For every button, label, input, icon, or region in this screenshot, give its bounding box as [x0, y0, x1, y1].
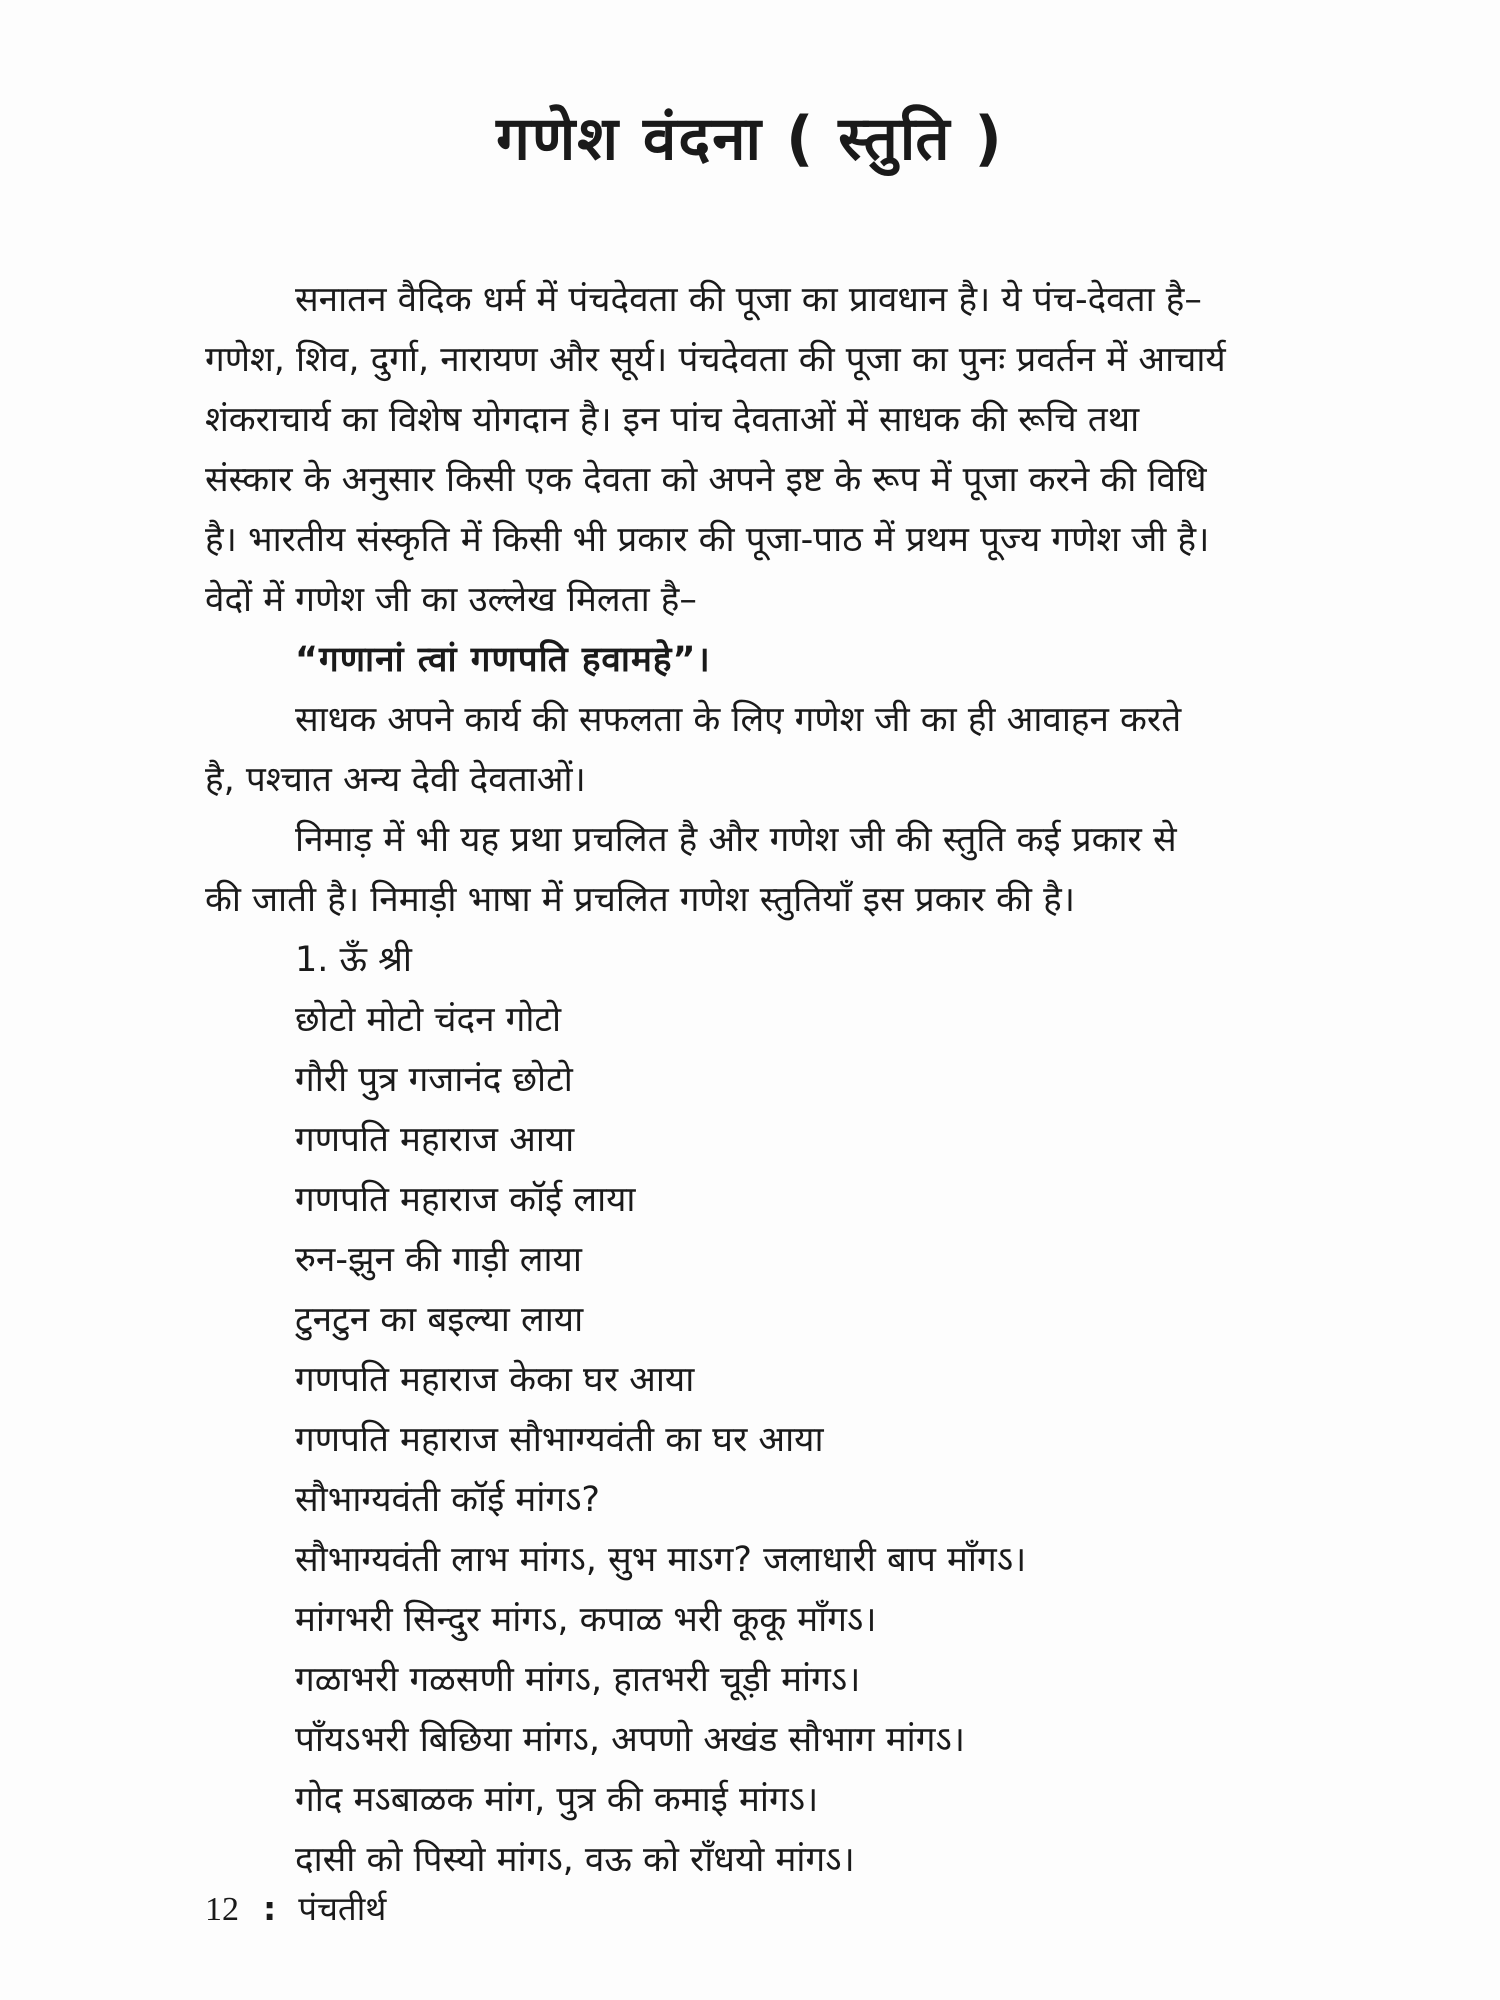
para3-line-1: निमाड़ में भी यह प्रथा प्रचलित है और गणेश जी की स्तुति कई प्रकार से [295, 820, 1177, 860]
book-title: पंचतीर्थ [298, 1889, 387, 1928]
para2-line-2: है, पश्चात अन्य देवी देवताओं। [205, 760, 586, 800]
vedic-mantra: “गणानां त्वां गणपति हवामहे”। [295, 640, 711, 680]
footer-separator: : [263, 1889, 277, 1928]
para1-line-6: वेदों में गणेश जी का उल्लेख मिलता है– [205, 580, 697, 620]
song-line: रुन-झुन की गाड़ी लाया [295, 1240, 582, 1280]
song-line: गणपति महाराज आया [295, 1120, 575, 1160]
page-footer [205, 1885, 386, 1930]
song-line: सौभाग्यवंती लाभ मांगऽ, सुभ माऽग? जलाधारी बाप मॉंगऽ। [295, 1540, 1027, 1580]
para3-line-2: की जाती है। निमाड़ी भाषा में प्रचलित गणेश स्तुतियाँ इस प्रकार की है। [205, 880, 1075, 920]
para2-line-1: साधक अपने कार्य की सफलता के लिए गणेश जी का ही आवाहन करते [295, 700, 1182, 740]
song-line: पॉंयऽभरी बिछिया मांगऽ, अपणो अखंड सौभाग मांगऽ। [295, 1720, 966, 1760]
song-line: टुनटुन का बइल्या लाया [295, 1300, 584, 1340]
para1-line-5: है। भारतीय संस्कृति में किसी भी प्रकार की पूजा-पाठ में प्रथम पूज्य गणेश जी है। [205, 520, 1210, 560]
page-title: गणेश वंदना ( स्तुति ) [496, 104, 1004, 174]
para1-line-3: शंकराचार्य का विशेष योगदान है। इन पांच देवताओं में साधक की रूचि तथा [205, 400, 1140, 440]
page-number: 12 [205, 1891, 239, 1928]
song-line: गणपति महाराज केका घर आया [295, 1360, 695, 1400]
song-line: गणपति महाराज कॉई लाया [295, 1180, 636, 1220]
song-line: गौरी पुत्र गजानंद छोटो [295, 1060, 573, 1100]
song-line: सौभाग्यवंती कॉई मांगऽ? [295, 1480, 601, 1520]
song-line: दासी को पिस्यो मांगऽ, वऊ को रॉंधयो मांगऽ। [295, 1840, 855, 1880]
song-line: मांगभरी सिन्दुर मांगऽ, कपाळ भरी कूकू मॉंगऽ। [295, 1600, 877, 1640]
para1-line-1: सनातन वैदिक धर्म में पंचदेवता की पूजा का प्रावधान है। ये पंच-देवता है– [295, 280, 1202, 320]
para1-line-4: संस्कार के अनुसार किसी एक देवता को अपने इष्ट के रूप में पूजा करने की विधि [205, 460, 1207, 500]
song-line: गोद मऽबाळक मांग, पुत्र की कमाई मांगऽ। [295, 1780, 819, 1820]
song-heading: 1. ऊँ श्री [295, 940, 412, 980]
song-line: छोटो मोटो चंदन गोटो [295, 1000, 562, 1040]
song-line: गणपति महाराज सौभाग्यवंती का घर आया [295, 1420, 824, 1460]
para1-line-2: गणेश, शिव, दुर्गा, नारायण और सूर्य। पंचदेवता की पूजा का पुनः प्रवर्तन में आचार्य [205, 340, 1226, 380]
song-line: गळाभरी गळसणी मांगऽ, हातभरी चूड़ी मांगऽ। [295, 1660, 861, 1700]
